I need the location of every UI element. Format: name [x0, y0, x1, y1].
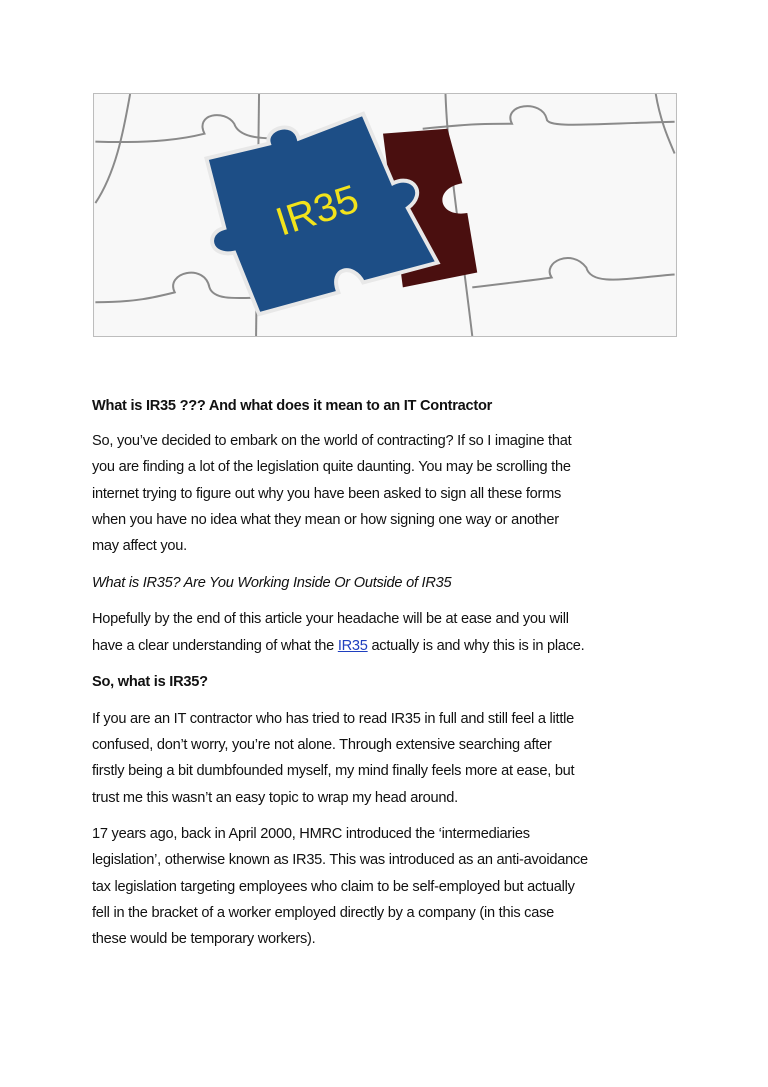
paragraph-line: fell in the bracket of a worker employed directly by a company (in this case	[92, 905, 555, 921]
text: have a clear understanding of what the	[92, 638, 338, 654]
paragraph-line: when you have no idea what they mean or how signing one way or another	[92, 512, 559, 528]
article-heading: What is IR35 ??? And what does it mean to an IT Contractor	[92, 398, 493, 414]
article-subtitle: What is IR35? Are You Working Inside Or Outside of IR35	[92, 575, 452, 591]
paragraph-line: If you are an IT contractor who has tried to read IR35 in full and still feel a little	[92, 711, 574, 727]
paragraph-line: confused, don’t worry, you’re not alone. Through extensive searching after	[92, 737, 552, 753]
paragraph-line: internet trying to figure out why you have been asked to sign all these forms	[92, 486, 562, 502]
paragraph-line: legislation’, otherwise known as IR35. This was introduced as an anti-avoidance	[92, 852, 588, 868]
ir35-image-label: IR35	[270, 176, 364, 245]
paragraph-line: these would be temporary workers).	[92, 931, 316, 947]
ir35-puzzle-image	[93, 93, 677, 337]
paragraph-line	[92, 637, 584, 655]
ir35-link[interactable]: IR35	[337, 638, 368, 654]
paragraph-line: 17 years ago, back in April 2000, HMRC introduced the ‘intermediaries	[92, 826, 530, 842]
paragraph-line: you are finding a lot of the legislation quite daunting. You may be scrolling the	[92, 459, 571, 475]
paragraph-line: trust me this wasn’t an easy topic to wrap my head around.	[92, 790, 458, 806]
paragraph-line: tax legislation targeting employees who claim to be self-employed but actually	[92, 879, 575, 895]
paragraph-line: firstly being a bit dumbfounded myself, my mind finally feels more at ease, but	[92, 763, 575, 779]
text: actually is and why this is in place.	[367, 638, 585, 654]
paragraph-line: Hopefully by the end of this article your headache will be at ease and you will	[92, 611, 569, 627]
section-heading: So, what is IR35?	[92, 674, 208, 690]
paragraph-line: may affect you.	[92, 538, 187, 554]
paragraph-line: So, you’ve decided to embark on the world of contracting? If so I imagine that	[92, 433, 572, 449]
puzzle-illustration	[94, 94, 676, 336]
